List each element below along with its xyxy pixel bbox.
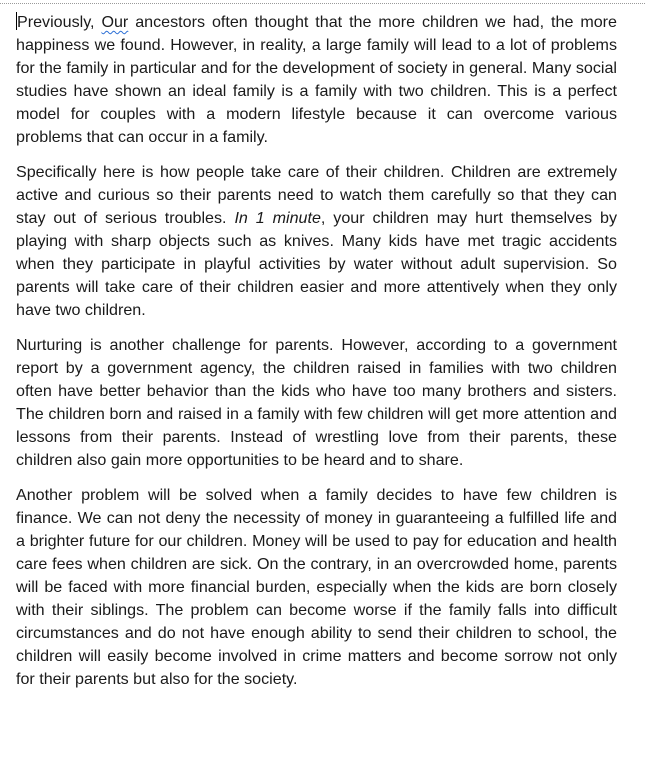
paragraph-4[interactable]: Another problem will be solved when a family decides to have few children is finance. We can not deny the necessity of money in guaranteeing a fulfilled life and a brighter future for our children. Money will be used to pay for education and health care fees when children are sick. On the contrary, in an overcrowded home, parents will be faced with more financial burden, especially when the kids are born closely with their siblings. The problem can become worse if the family falls into difficult circumstances and do not have enough ability to send their children to school, the children will easily become involved in crime matters and become sorrow not only for their parents but also for the society. [16, 486, 617, 688]
paragraph-3[interactable]: Nurturing is another challenge for parents. However, according to a government report by a government agency, the children raised in families with two children often have better behavior than the kids who have too many brothers and sisters. The children born and raised in a family with few children will get more attention and lessons from their parents. Instead of wrestling love from their parents, these children also gain more opportunities to be heard and to share. [16, 336, 617, 469]
p1-first-word: Previously, [17, 13, 95, 31]
grammar-flagged-word[interactable]: Our [101, 13, 129, 31]
document-body[interactable] [16, 11, 617, 703]
paragraph-2[interactable] [16, 161, 617, 322]
p1-text: ancestors often thought that the more children we had, the more happiness we found. However, in reality, a large family will lead to a lot of problems for the family in particular and for the development of society in general. Many social studies have shown an ideal family is a family with two children. This is a perfect model for couples with a modern lifestyle because it can overcome various problems that can occur in a family. [16, 13, 617, 146]
paragraph-1[interactable] [16, 11, 617, 149]
p2-italic-text: In 1 minute [234, 209, 321, 227]
page-top-border [0, 3, 645, 4]
p2-text-before: Specifically here is how people take care of their children. Children are extremely active and curious so their parents need to watch them carefully so that they can stay out of serious troubles. [16, 163, 617, 227]
p2-text-after: , your children may hurt themselves by playing with sharp objects such as knives. Many kids have met tragic accidents when they participate in playful activities by water without adult supervision. So parents will take care of their children easier and more attentively when they only have two children. [16, 209, 617, 319]
